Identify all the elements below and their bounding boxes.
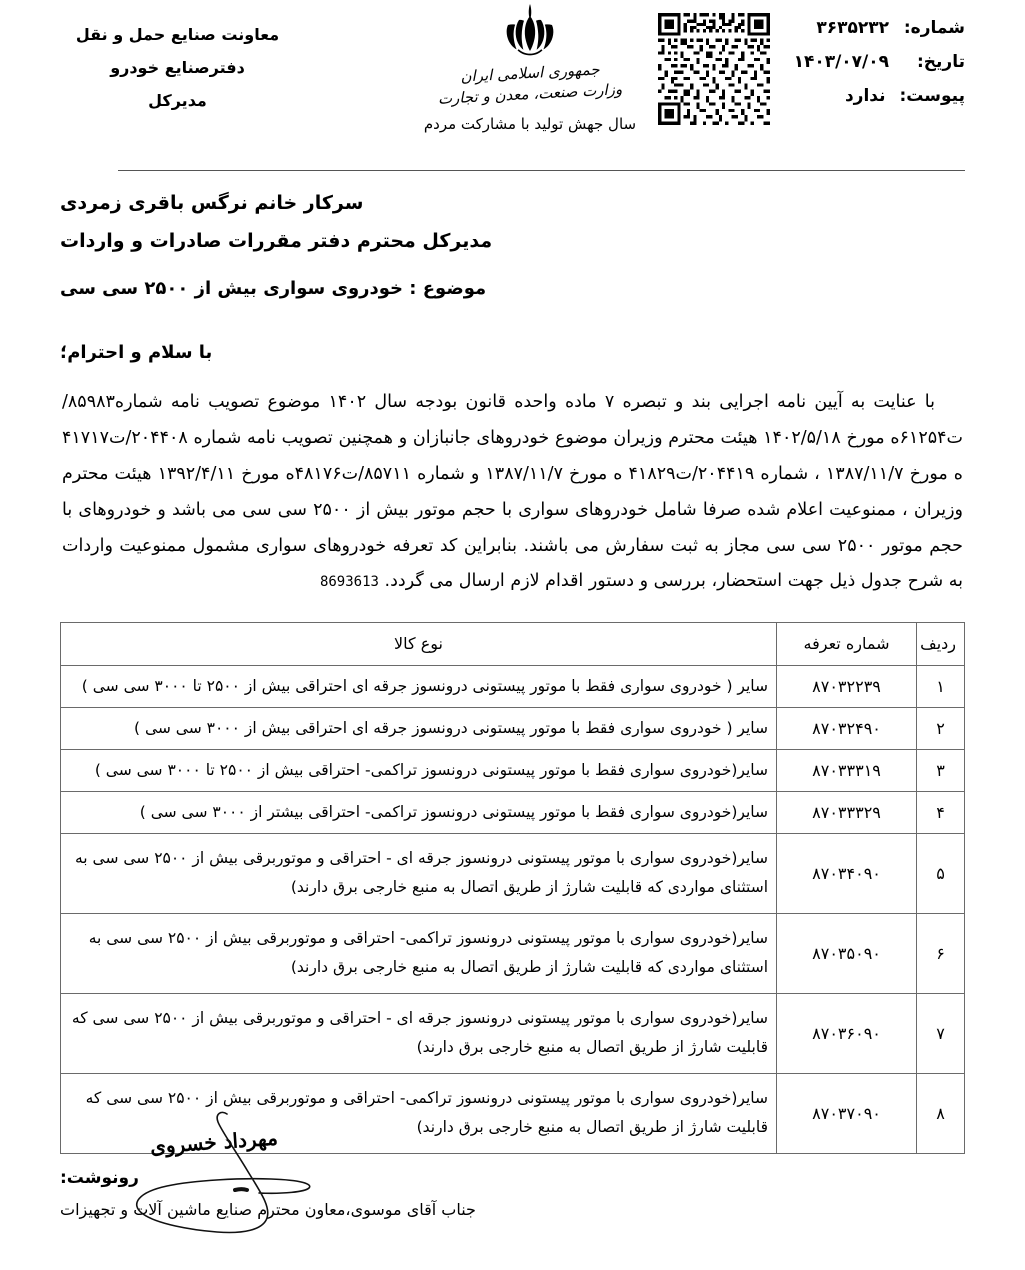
letter-body <box>62 385 963 600</box>
signature-block <box>95 1108 425 1258</box>
table-row <box>61 993 965 1073</box>
letter-header <box>0 0 1025 150</box>
cell-tariff-code: ۸۷۰۳۴۰۹۰ <box>777 833 917 913</box>
header-divider <box>118 170 965 171</box>
iran-emblem-icon <box>495 0 565 62</box>
cell-tariff-code: ۸۷۰۳۵۰۹۰ <box>777 913 917 993</box>
table-row <box>61 665 965 707</box>
cell-goods-type: سایر(خودروی سواری فقط با موتور پیستونی درونسوز تراکمی- احتراقی بیش از ۲۵۰۰ تا ۳۰۰۰ سی سی ) <box>61 749 777 791</box>
greeting-line: با سلام و احترام؛ <box>60 342 213 363</box>
header-radif: ردیف <box>917 623 965 666</box>
letter-attachment-value: ندارد <box>844 86 886 106</box>
cell-goods-type: سایر ( خودروی سواری فقط با موتور پیستونی درونسوز جرقه ای احتراقی بیش از ۳۰۰۰ سی سی ) <box>61 707 777 749</box>
header-goods-type: نوع کالا <box>61 623 777 666</box>
cell-radif: ۴ <box>917 791 965 833</box>
header-tariff-code: شماره تعرفه <box>777 623 917 666</box>
org-unit-line-1: معاونت صنایع حمل و نقل <box>75 25 280 44</box>
handwritten-signature-icon <box>95 1108 425 1262</box>
letter-subject: موضوع : خودروی سواری بیش از ۲۵۰۰ سی سی <box>60 278 487 299</box>
body-paragraph: با عنایت به آیین نامه اجرایی بند و تبصره ۷ ماده واحده قانون بودجه سال ۱۴۰۲ موضوع تصویب نامه شماره۸۵۹۸۳/ت۶۱۲۵۴ه مورخ ۱۴۰۲/۵/۱۸ هیئت محترم وزیران موضوع خودروهای جانبازان و همچنین تصویب نامه شماره ۲۰۴۴۰۸/ت۴۱۷۱۷ ه مورخ ۱۳۸۷/۱۱/۷ ، شماره ۲۰۴۴۱۹/ت۴۱۸۲۹ ه مورخ ۱۳۸۷/۱۱/۷ و شماره ۸۵۷۱۱/ت۴۸۱۷۶ه مورخ ۱۳۹۲/۴/۱۱ هیئت محترم وزیران ، ممنوعیت اعلام شده صرفا شامل خودروهای سواری با حجم موتور بیش از ۲۵۰۰ سی سی می باشد و خودروهای با حجم موتور ۲۵۰۰ سی سی مجاز به ثبت سفارش می باشند. بنابراین کد تعرفه خودروهای سواری مشمول ممنوعیت واردات به شرح جدول ذیل جهت استحضار، بررسی و دستور اقدام لازم ارسال می گردد. <box>62 392 963 592</box>
cell-goods-type: سایر(خودروی سواری با موتور پیستونی درونسوز تراکمی- احتراقی و موتوربرقی بیش از ۲۵۰۰ سی سی که قابلیت شارژ از طریق اتصال به منبع خارجی برق دارند) <box>61 1073 777 1153</box>
letter-number-label: شماره: <box>903 18 965 38</box>
cell-goods-type: سایر(خودروی سواری با موتور پیستونی درونسوز جرقه ای - احتراقی و موتوربرقی بیش از ۲۵۰۰ سی سی به استثنای مواردی که قابلیت شارژ از طریق اتصال به منبع خارجی برق دارند) <box>61 833 777 913</box>
cell-tariff-code: ۸۷۰۳۳۳۲۹ <box>777 791 917 833</box>
cell-radif: ۸ <box>917 1073 965 1153</box>
cell-goods-type: سایر ( خودروی سواری فقط با موتور پیستونی درونسوز جرقه ای احتراقی بیش از ۲۵۰۰ تا ۳۰۰۰ سی سی ) <box>61 665 777 707</box>
signatory-name: مهرداد خسروی <box>149 1125 279 1159</box>
year-slogan: سال جهش تولید با مشارکت مردم <box>423 115 637 133</box>
tariff-table <box>60 622 965 1154</box>
cell-radif: ۵ <box>917 833 965 913</box>
cell-goods-type: سایر(خودروی سواری با موتور پیستونی درونسوز جرقه ای - احتراقی و موتوربرقی بیش از ۲۵۰۰ سی سی که قابلیت شارژ از طریق اتصال به منبع خارجی برق دارند) <box>61 993 777 1073</box>
cc-title: رونوشت: <box>60 1168 139 1188</box>
cell-tariff-code: ۸۷۰۳۲۴۹۰ <box>777 707 917 749</box>
letter-number-value: ۳۶۳۵۲۳۲ <box>816 18 889 38</box>
ministry-country-name: جمهوری اسلامی ایران <box>460 60 600 86</box>
table-row <box>61 707 965 749</box>
cell-tariff-code: ۸۷۰۳۶۰۹۰ <box>777 993 917 1073</box>
cell-tariff-code: ۸۷۰۳۳۳۱۹ <box>777 749 917 791</box>
org-unit-line-2: دفترصنایع خودرو <box>110 58 245 77</box>
cell-goods-type: سایر(خودروی سواری با موتور پیستونی درونسوز تراکمی- احتراقی و موتوربرقی بیش از ۲۵۰۰ سی سی به استثنای مواردی که قابلیت شارژ از طریق اتصال به منبع خارجی برق دارند) <box>61 913 777 993</box>
tariff-header-row <box>61 623 965 666</box>
cell-tariff-code: ۸۷۰۳۲۲۳۹ <box>777 665 917 707</box>
body-doc-number: 8693613 <box>319 574 379 591</box>
cell-tariff-code: ۸۷۰۳۷۰۹۰ <box>777 1073 917 1153</box>
table-row <box>61 913 965 993</box>
cell-radif: ۷ <box>917 993 965 1073</box>
addressee-name: سرکار خانم نرگس باقری زمردی <box>60 192 364 214</box>
letter-date-value: ۱۴۰۳/۰۷/۰۹ <box>793 52 889 72</box>
tariff-table-body <box>61 665 965 1153</box>
table-row <box>61 749 965 791</box>
addressee-block <box>60 192 965 299</box>
cell-radif: ۳ <box>917 749 965 791</box>
cell-radif: ۱ <box>917 665 965 707</box>
tariff-table-wrapper <box>60 622 965 1154</box>
org-unit-block <box>30 25 325 124</box>
letter-date-label: تاریخ: <box>917 52 965 72</box>
cell-goods-type: سایر(خودروی سواری فقط با موتور پیستونی درونسوز تراکمی- احتراقی بیشتر از ۳۰۰۰ سی سی ) <box>61 791 777 833</box>
tariff-table-head <box>61 623 965 666</box>
table-row <box>61 791 965 833</box>
ministry-name: وزارت صنعت، معدن و تجارت <box>437 80 623 108</box>
letter-attachment-label: پیوست: <box>899 86 965 106</box>
addressee-title: مدیرکل محترم دفتر مقررات صادرات و واردات <box>60 230 493 252</box>
cc-item: جناب آقای موسوی،معاون محترم صنایع ماشین آلات و تجهیزات <box>60 1200 476 1219</box>
table-row <box>61 833 965 913</box>
cell-radif: ۲ <box>917 707 965 749</box>
ministry-branding <box>380 0 680 133</box>
cell-radif: ۶ <box>917 913 965 993</box>
org-unit-line-3: مدیرکل <box>148 91 207 110</box>
